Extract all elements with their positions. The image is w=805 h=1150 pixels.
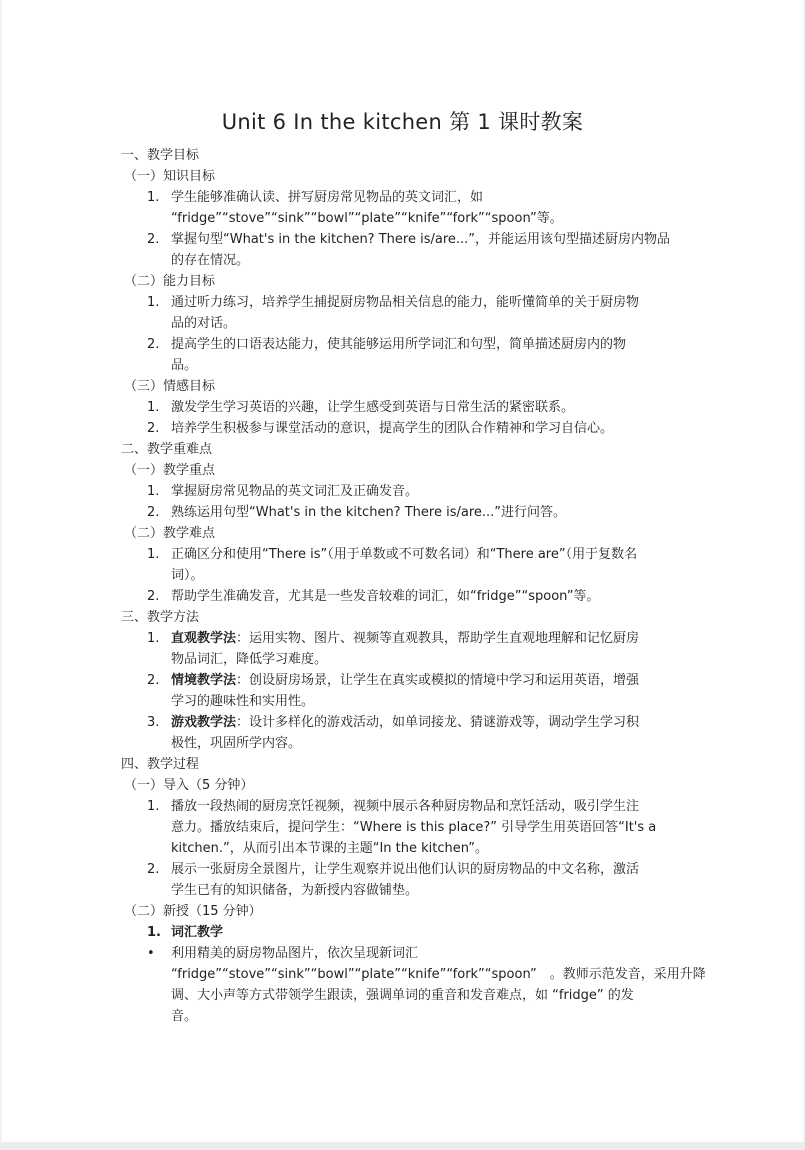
- list-item-text: 培养学生积极参与课堂活动的意识，提高学生的团队合作精神和学习自信心。: [171, 421, 614, 436]
- list-number: 2.: [147, 421, 160, 436]
- list-item-text: 调、大小声等方式带领学生跟读，强调单词的重音和发音难点，如 “fridge” 的发: [171, 988, 634, 1003]
- list-number: 2.: [147, 337, 160, 352]
- list-number: 1.: [147, 484, 160, 499]
- list-item-heading: 词汇教学: [171, 925, 224, 940]
- list-item-text: 物品词汇，降低学习难度。: [171, 652, 328, 667]
- list-number: 2.: [147, 862, 160, 877]
- method-name: 游戏教学法: [171, 715, 237, 730]
- list-item-text: 正确区分和使用“There is”（用于单数或不可数名词）和“There are”（用于复数名: [171, 547, 638, 562]
- section-heading: 三、教学方法: [121, 610, 200, 625]
- list-item-text: 意力。播放结束后，提问学生：“Where is this place?” 引导学生用英语回答“It's a: [171, 820, 657, 835]
- list-number: 1.: [147, 631, 160, 646]
- subsection-heading: （一）教学重点: [124, 463, 216, 478]
- list-item-text: “fridge”“stove”“sink”“bowl”“plate”“knife”“fork”“spoon” 。教师示范发音，采用升降: [171, 967, 706, 982]
- list-number: 1.: [147, 925, 161, 940]
- list-item-text: 激发学生学习英语的兴趣，让学生感受到英语与日常生活的紧密联系。: [171, 400, 575, 415]
- list-item-text: 利用精美的厨房物品图片，依次呈现新词汇: [171, 946, 419, 961]
- subsection-heading: （二）教学难点: [124, 526, 216, 541]
- list-number: 1.: [147, 190, 160, 205]
- list-item-text: 掌握厨房常见物品的英文词汇及正确发音。: [171, 484, 419, 499]
- list-item-text: 掌握句型“What's in the kitchen? There is/are...”，并能运用该句型描述厨房内物品: [171, 232, 671, 247]
- section-heading: 二、教学重难点: [121, 442, 213, 457]
- list-number: 2.: [147, 589, 160, 604]
- list-item-text: 学习的趣味性和实用性。: [171, 694, 315, 709]
- list-number: 1.: [147, 400, 160, 415]
- list-item-text: [171, 628, 639, 649]
- list-item-text: 学生能够准确认读、拼写厨房常见物品的英文词汇，如: [171, 190, 484, 205]
- section-heading: 一、教学目标: [121, 148, 200, 163]
- list-item-text: 品。: [171, 358, 198, 373]
- list-item-text: “fridge”“stove”“sink”“bowl”“plate”“knife”“fork”“spoon”等。: [171, 211, 563, 226]
- subsection-heading: （二）新授（15 分钟）: [124, 904, 262, 919]
- list-item-text: 学生已有的知识储备，为新授内容做铺垫。: [171, 883, 419, 898]
- list-number: 2.: [147, 673, 160, 688]
- list-item-text: 展示一张厨房全景图片，让学生观察并说出他们认识的厨房物品的中文名称，激活: [171, 862, 640, 877]
- list-number: 3.: [147, 715, 160, 730]
- subsection-heading: （一）导入（5 分钟）: [124, 778, 254, 793]
- list-item-text: kitchen.”，从而引出本节课的主题“In the kitchen”。: [171, 841, 489, 856]
- method-description: ：设计多样化的游戏活动，如单词接龙、猜谜游戏等，调动学生学习积: [236, 715, 640, 730]
- list-number: 2.: [147, 505, 160, 520]
- list-number: 1.: [147, 799, 160, 814]
- list-number: 1.: [147, 295, 160, 310]
- section-heading: 四、教学过程: [121, 757, 200, 772]
- subsection-heading: （三）情感目标: [124, 379, 216, 394]
- list-item-text: 音。: [171, 1009, 198, 1024]
- list-item-text: 提高学生的口语表达能力，使其能够运用所学词汇和句型，简单描述厨房内的物: [171, 337, 627, 352]
- subsection-heading: （一）知识目标: [124, 169, 216, 184]
- document-title: Unit 6 In the kitchen 第 1 课时教案: [221, 110, 584, 134]
- list-item-text: 词）。: [171, 568, 204, 583]
- list-item-text: 品的对话。: [171, 316, 237, 331]
- list-item-text: [171, 670, 639, 691]
- list-item-text: 极性，巩固所学内容。: [171, 736, 302, 751]
- list-item-text: [171, 712, 639, 733]
- subsection-heading: （二）能力目标: [124, 274, 216, 289]
- method-name: 情境教学法: [171, 673, 237, 688]
- list-item-text: 播放一段热闹的厨房烹饪视频，视频中展示各种厨房物品和烹饪活动，吸引学生注: [171, 799, 640, 814]
- method-description: ：运用实物、图片、视频等直观教具，帮助学生直观地理解和记忆厨房: [236, 631, 640, 646]
- list-item-text: 的存在情况。: [171, 253, 250, 268]
- method-name: 直观教学法: [171, 631, 237, 646]
- method-description: ：创设厨房场景，让学生在真实或模拟的情境中学习和运用英语，增强: [236, 673, 640, 688]
- list-item-text: 通过听力练习，培养学生捕捉厨房物品相关信息的能力，能听懂简单的关于厨房物: [171, 295, 640, 310]
- list-number: 2.: [147, 232, 160, 247]
- list-number: 1.: [147, 547, 160, 562]
- list-item-text: 帮助学生准确发音，尤其是一些发音较难的词汇，如“fridge”“spoon”等。: [171, 589, 600, 604]
- bullet-icon: •: [147, 946, 155, 961]
- list-item-text: 熟练运用句型“What's in the kitchen? There is/are...”进行问答。: [171, 505, 567, 520]
- page-bottom-edge: [0, 1142, 805, 1150]
